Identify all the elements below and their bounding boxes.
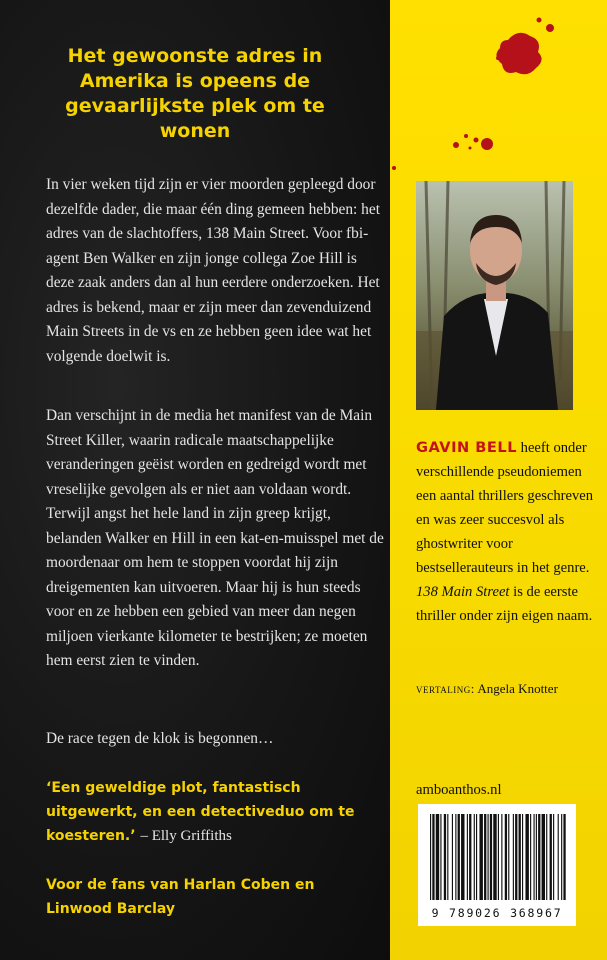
barcode-bar <box>534 814 535 900</box>
synopsis-paragraph-2: Dan verschijnt in de media het manifest van de Main Street Killer, waarin radicale maatschappelijke veranderingen geëist worden en gedreigd wordt met vreselijke gevolgen als er niet aan voldaan wordt. Terwijl angst het hele land in zijn greep krijgt, belanden Walker en Hill in een kat-en-muisspel met de moordenaar om hem te stoppen voordat hij zijn dreigementen kan uitvoeren. Maar hij is hun steeds voor en ze hebben een gebied van meer dan negen miljoen vierkante kilometer te bestrijken; ze moeten hem eerst zien te vinden. <box>46 407 384 669</box>
barcode-bar <box>561 814 562 900</box>
barcode-bar <box>452 814 453 900</box>
barcode-bar <box>530 814 531 900</box>
barcode-bar <box>501 814 502 900</box>
barcode-bar <box>432 814 434 900</box>
barcode-bar <box>558 814 559 900</box>
barcode-bar <box>490 814 492 900</box>
translator-credit <box>416 681 558 697</box>
barcode-bar <box>536 814 537 900</box>
barcode-bar <box>563 814 565 900</box>
barcode-bar <box>542 814 545 900</box>
author-bio <box>416 436 596 628</box>
author-bio-title: 138 Main Street <box>416 584 510 600</box>
barcode-bar <box>436 814 439 900</box>
barcode-bar <box>550 814 552 900</box>
barcode-bar <box>493 814 496 900</box>
publisher-website: amboanthos.nl <box>416 782 502 798</box>
barcode-bar <box>519 814 521 900</box>
barcode-bar <box>467 814 468 900</box>
translator-name: Angela Knotter <box>477 681 558 696</box>
blood-splatter-icon <box>390 0 607 180</box>
author-name: GAVIN BELL <box>416 439 517 456</box>
barcode-bar <box>546 814 547 900</box>
isbn-number: 9 789026 368967 <box>431 906 563 920</box>
barcode-bar <box>440 814 441 900</box>
barcode-bar <box>538 814 540 900</box>
barcode-bar <box>484 814 486 900</box>
barcode-bar <box>553 814 554 900</box>
author-bio-end: is de eerste thriller onder zijn eigen naam. <box>416 584 593 624</box>
barcode <box>418 804 576 926</box>
barcode-bar <box>513 814 514 900</box>
review-quote-attribution: – Elly Griffiths <box>140 828 232 844</box>
fans-line: Voor de fans van Harlan Coben en Linwood Barclay <box>46 877 315 917</box>
barcode-bar <box>469 814 471 900</box>
barcode-bar <box>515 814 517 900</box>
barcode-bar <box>447 814 448 900</box>
barcode-bar <box>498 814 499 900</box>
barcode-bar <box>508 814 509 900</box>
author-bio-start: heeft onder verschillende pseudoniemen een aantal thrillers geschreven en was zeer succesvol als ghostwriter voor bestsellerauteurs in het genre. <box>416 440 594 576</box>
barcode-bar <box>461 814 464 900</box>
barcode-bar <box>505 814 507 900</box>
review-quote <box>46 776 366 848</box>
translator-label: vertaling: <box>416 681 475 696</box>
barcode-bar <box>488 814 489 900</box>
barcode-bar <box>430 814 431 900</box>
review-quote-text: ‘Een geweldige plot, fantastisch uitgewerkt, en een detectiveduo om te koesteren.’ <box>46 780 355 844</box>
barcode-bar <box>455 814 456 900</box>
synopsis-paragraph-1: In vier weken tijd zijn er vier moorden gepleegd door dezelfde dader, die maar één ding gemeen hebben: het adres van de slachtoffers, 138 Main Street. Voor fbi-agent Ben Walker en zijn jonge collega Zoe Hill is deze zaak anders dan al hun eerdere onderzoeken. Het adres is bekend, maar er zijn meer dan zevenduizend Main Streets in de vs en ze hebben geen idee wat het volgende doelwit is. <box>46 176 380 365</box>
synopsis-closing-line: De race tegen de klok is begonnen… <box>46 730 274 747</box>
barcode-bar <box>474 814 475 900</box>
barcode-bar <box>522 814 523 900</box>
author-photo-illustration <box>416 181 573 410</box>
barcode-bar <box>479 814 482 900</box>
barcode-bar <box>444 814 446 900</box>
barcode-bar <box>476 814 477 900</box>
barcode-bar <box>458 814 460 900</box>
author-photo <box>416 181 573 410</box>
tagline: Het gewoonste adres in Amerika is opeens de gevaarlijkste plek om te wonen <box>65 45 325 142</box>
barcode-bar <box>525 814 528 900</box>
